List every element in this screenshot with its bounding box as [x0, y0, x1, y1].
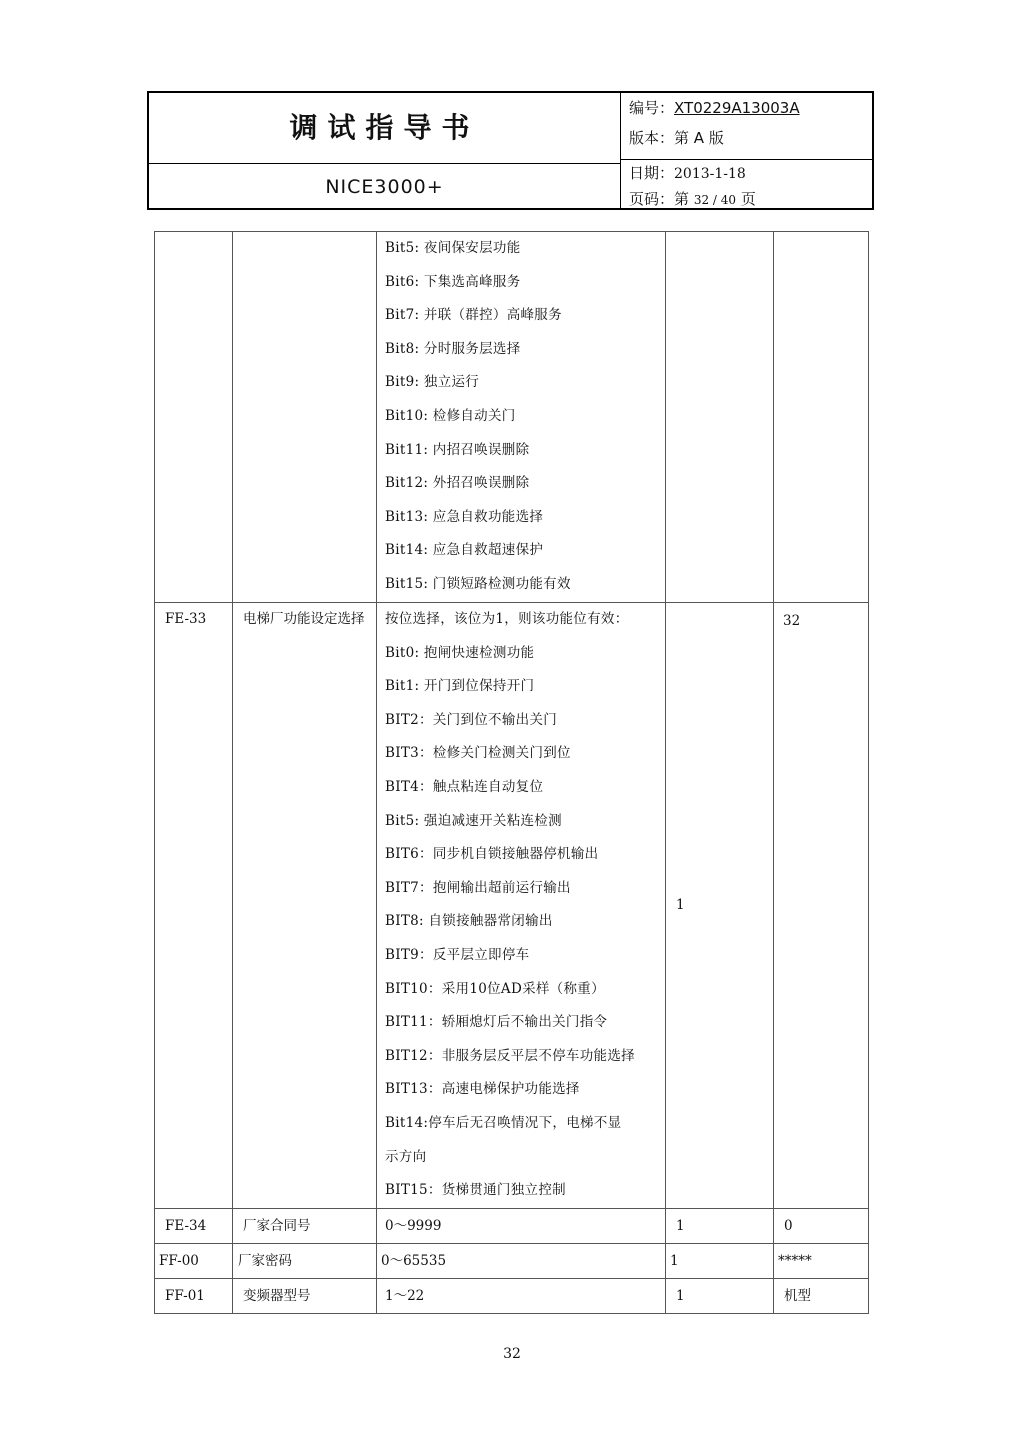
description-line: BIT12：非服务层反平层不停车功能选择 [385, 1047, 635, 1064]
param-code: FE-33 [155, 603, 233, 1209]
param-name: 厂家合同号 [233, 1208, 377, 1243]
description-line: Bit11: 内招召唤误删除 [385, 441, 530, 458]
table-row [155, 1243, 869, 1278]
description-line: BIT7：抱闸输出超前运行输出 [385, 879, 571, 896]
document-title: 调试指导书 [149, 93, 620, 164]
description-line: Bit8: 分时服务层选择 [385, 340, 521, 357]
param-unit: 1 [666, 1278, 774, 1313]
version-label: 版本： [629, 129, 675, 147]
header-left [149, 93, 621, 208]
description-line: Bit1: 开门到位保持开门 [385, 678, 535, 695]
document-header [147, 91, 874, 210]
description-line: BIT15：货梯贯通门独立控制 [385, 1182, 566, 1199]
doc-number-label: 编号： [629, 99, 675, 117]
page-fraction: 32 / 40 [693, 193, 737, 207]
doc-number-row [621, 97, 872, 118]
page-suffix: 页 [740, 190, 756, 208]
param-name: 变频器型号 [233, 1278, 377, 1313]
description-line: Bit10: 检修自动关门 [385, 407, 516, 424]
param-unit: 1 [666, 603, 774, 1209]
description-line: BIT11：轿厢熄灯后不输出关门指令 [385, 1014, 608, 1031]
description-line: Bit5: 夜间保安层功能 [385, 240, 521, 256]
page-label: 页码： [629, 190, 675, 208]
description-line: BIT13：高速电梯保护功能选择 [385, 1081, 580, 1098]
header-meta [621, 93, 872, 208]
param-code: FF-01 [155, 1278, 233, 1313]
page-number: 32 [503, 1346, 521, 1362]
table-row [155, 1278, 869, 1313]
description-line: Bit13: 应急自救功能选择 [385, 508, 544, 525]
description-line: 示方向 [385, 1148, 427, 1165]
description-line: Bit0: 抱闸快速检测功能 [385, 644, 535, 661]
param-default: ***** [774, 1243, 869, 1278]
param-code: FE-34 [155, 1208, 233, 1243]
param-default: 0 [774, 1208, 869, 1243]
param-name: 厂家密码 [233, 1243, 377, 1278]
version-row [621, 127, 872, 148]
description-line: Bit7: 并联（群控）高峰服务 [385, 307, 562, 324]
page-row [621, 188, 872, 209]
description-line: BIT8: 自锁接触器常闭输出 [385, 913, 553, 930]
param-default: 32 [774, 603, 869, 1209]
param-unit: 1 [666, 1208, 774, 1243]
param-default: 机型 [774, 1278, 869, 1313]
description-line: BIT9：反平层立即停车 [385, 946, 530, 963]
description-line: BIT6：同步机自锁接触器停机输出 [385, 846, 599, 863]
param-range: 1～22 [377, 1278, 666, 1313]
description-line: BIT4：触点粘连自动复位 [385, 778, 544, 795]
default-cell [774, 232, 869, 603]
description-line: Bit15: 门锁短路检测功能有效 [385, 575, 571, 592]
description-line: BIT3：检修关门检测关门到位 [385, 745, 571, 762]
description-line: Bit14:停车后无召唤情况下，电梯不显 [385, 1114, 622, 1131]
description-line: Bit12: 外招召唤误删除 [385, 475, 530, 492]
product-model: NICE3000+ [325, 176, 444, 198]
param-range: 0～65535 [377, 1243, 666, 1278]
description-line: Bit6: 下集选高峰服务 [385, 273, 521, 290]
date-label: 日期： [629, 164, 675, 182]
description-line: Bit14: 应急自救超速保护 [385, 542, 544, 559]
param-code: FF-00 [155, 1243, 233, 1278]
description-line: Bit5: 强迫减速开关粘连检测 [385, 812, 562, 829]
description-cell [377, 232, 666, 603]
description-line: Bit9: 独立运行 [385, 374, 480, 391]
parameter-table [154, 231, 869, 1314]
date-row [621, 159, 872, 183]
unit-cell [666, 232, 774, 603]
version: 第 A 版 [674, 129, 724, 147]
code-cell [155, 232, 233, 603]
name-cell [233, 232, 377, 603]
date: 2013-1-18 [674, 166, 746, 182]
description-line: BIT2：关门到位不输出关门 [385, 711, 558, 728]
description-cell [377, 603, 666, 1209]
param-unit: 1 [666, 1243, 774, 1278]
table-row-continued [155, 232, 869, 603]
doc-number: XT0229A13003A [674, 99, 800, 117]
param-name: 电梯厂功能设定选择 [233, 603, 377, 1209]
table-row-fe33 [155, 603, 869, 1209]
description-line: BIT10：采用10位AD采样（称重） [385, 980, 605, 997]
page-prefix: 第 [674, 190, 690, 208]
table-row [155, 1208, 869, 1243]
param-range: 0～9999 [377, 1208, 666, 1243]
description-line: 按位选择，该位为1，则该功能位有效： [385, 611, 629, 627]
